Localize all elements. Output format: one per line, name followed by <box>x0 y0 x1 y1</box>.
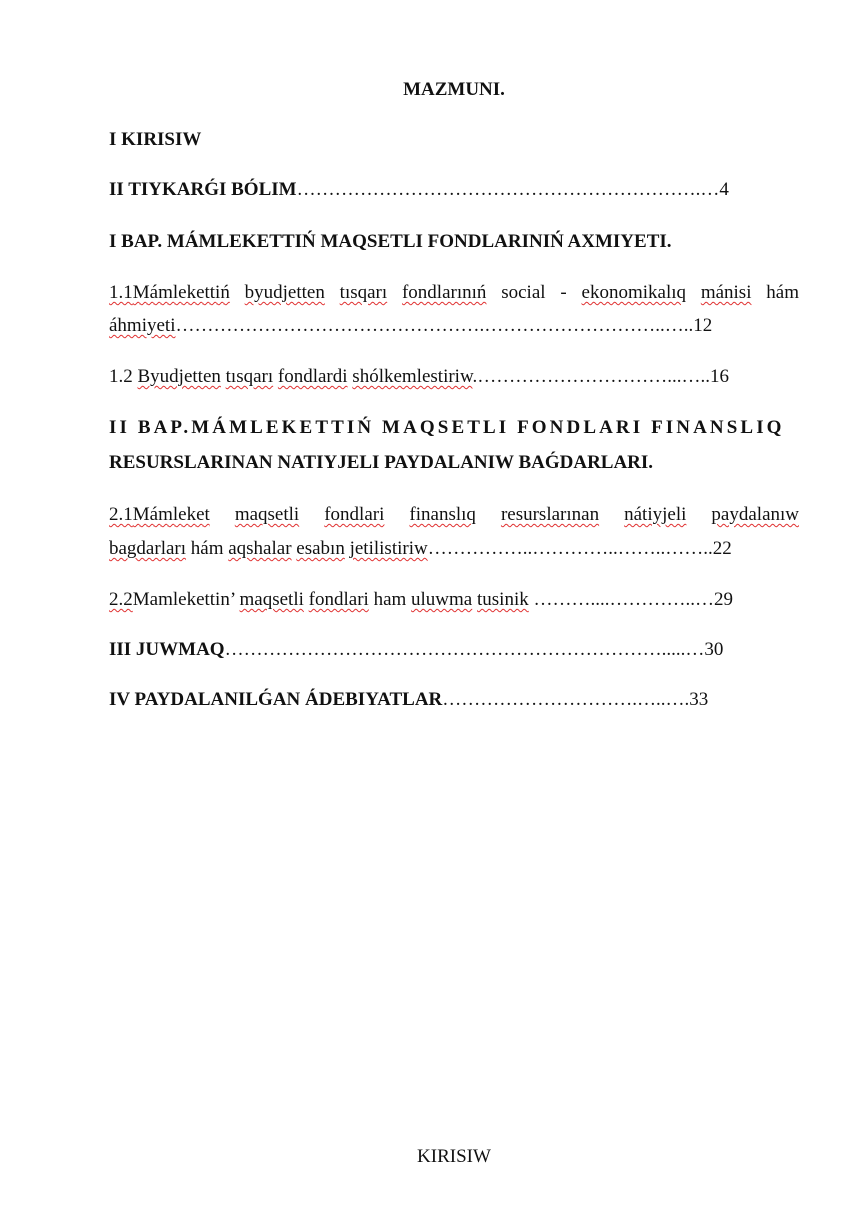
toc-word: nátiyjeli <box>624 504 687 525</box>
toc-word: aqshalar <box>228 538 292 559</box>
toc-word: esabın <box>296 538 345 559</box>
toc-word: Mámleket <box>132 504 210 525</box>
toc-entry-main-part <box>109 178 799 202</box>
toc-word: byudjetten <box>244 282 325 303</box>
chapter-heading-text: RESURSLARINAN NATIYJELI PAYDALANIW BAǴDARLARI. <box>109 452 654 473</box>
toc-entry-1-2 <box>109 365 799 389</box>
toc-word: fondlardi <box>277 366 348 387</box>
toc-entry-label: III JUWMAQ <box>109 639 225 660</box>
toc-entry-2-1-line-1 <box>109 503 799 527</box>
toc-word: fondlari <box>308 589 369 610</box>
toc-entry-leader-page: …………………………………………………………….....…30 <box>224 639 724 660</box>
toc-word: paydalanıw <box>711 504 799 525</box>
toc-word: maqsetli <box>234 504 300 525</box>
toc-word: - <box>560 282 567 303</box>
toc-word: Byudjetten <box>137 366 221 387</box>
toc-entry-introduction <box>109 128 799 152</box>
chapter-heading-text: I BAP. MÁMLEKETTIŃ MAQSETLI FONDLARINIŃ AXMIYETI. <box>109 231 672 252</box>
toc-title: MAZMUNI. <box>403 79 505 100</box>
toc-chapter-2-heading-line-2 <box>109 451 799 475</box>
toc-word: mánisi <box>700 282 752 303</box>
toc-word: tısqarı <box>339 282 388 303</box>
toc-entry-conclusion <box>109 638 799 662</box>
toc-entry-leader-page: ……………………………………………………….…4 <box>296 179 729 200</box>
section-number: 1.1 <box>109 282 133 303</box>
toc-word: Mámlekettiń <box>132 282 230 303</box>
toc-word: fondlarınıń <box>401 282 487 303</box>
toc-entry-leader-page: ……………..…………..……..……..22 <box>427 538 732 559</box>
toc-entry-2-2 <box>109 588 799 612</box>
toc-word: Mamlekettin’ <box>132 589 235 610</box>
toc-entry-leader-page: ………………………………………….………………………..…..12 <box>175 315 713 336</box>
next-section-heading: KIRISIW <box>417 1146 491 1167</box>
chapter-heading-text: II BAP.MÁMLEKETTIŃ MAQSETLI FONDLARI FINANSLIQ <box>109 417 785 438</box>
toc-entry-leader-page: ………....…………..…29 <box>533 589 733 610</box>
toc-entry-label: IV PAYDALANILǴAN ÁDEBIYATLAR <box>109 689 443 710</box>
toc-entry-leader-page: ………………………….…..….33 <box>442 689 709 710</box>
section-number: 2.2 <box>109 589 133 610</box>
toc-word: hám <box>190 538 224 559</box>
toc-entry-2-1-line-2 <box>109 537 799 561</box>
toc-word: finanslıq <box>409 504 476 525</box>
toc-word: social <box>501 282 546 303</box>
section-number: 2.1 <box>109 504 133 525</box>
toc-entry-1-1-line-1 <box>109 281 799 305</box>
toc-chapter-1-heading <box>109 230 799 254</box>
toc-entry-references <box>109 688 799 712</box>
toc-word: bagdarları <box>109 538 187 559</box>
toc-word: ham <box>373 589 407 610</box>
toc-word: maqsetli <box>239 589 304 610</box>
toc-entry-label: I KIRISIW <box>109 129 202 150</box>
toc-word: áhmiyeti <box>109 315 176 336</box>
toc-word: fondlari <box>324 504 385 525</box>
toc-word: ekonomikalıq <box>581 282 686 303</box>
toc-word: jetilistiriw <box>349 538 428 559</box>
toc-entry-1-1-line-2 <box>109 314 799 338</box>
toc-word: hám <box>766 282 800 303</box>
toc-word: tusinik <box>477 589 529 610</box>
toc-word: tısqarı <box>225 366 274 387</box>
toc-word: uluwma <box>411 589 473 610</box>
toc-entry-leader-page: .…………………………...…..16 <box>472 366 729 387</box>
toc-entry-label: II TIYKARǴI BÓLIM <box>109 179 297 200</box>
section-number: 1.2 <box>109 366 133 387</box>
toc-chapter-2-heading-line-1 <box>109 416 799 440</box>
toc-word: shólkemlestiriw <box>352 366 473 387</box>
toc-word: resurslarınan <box>500 504 600 525</box>
